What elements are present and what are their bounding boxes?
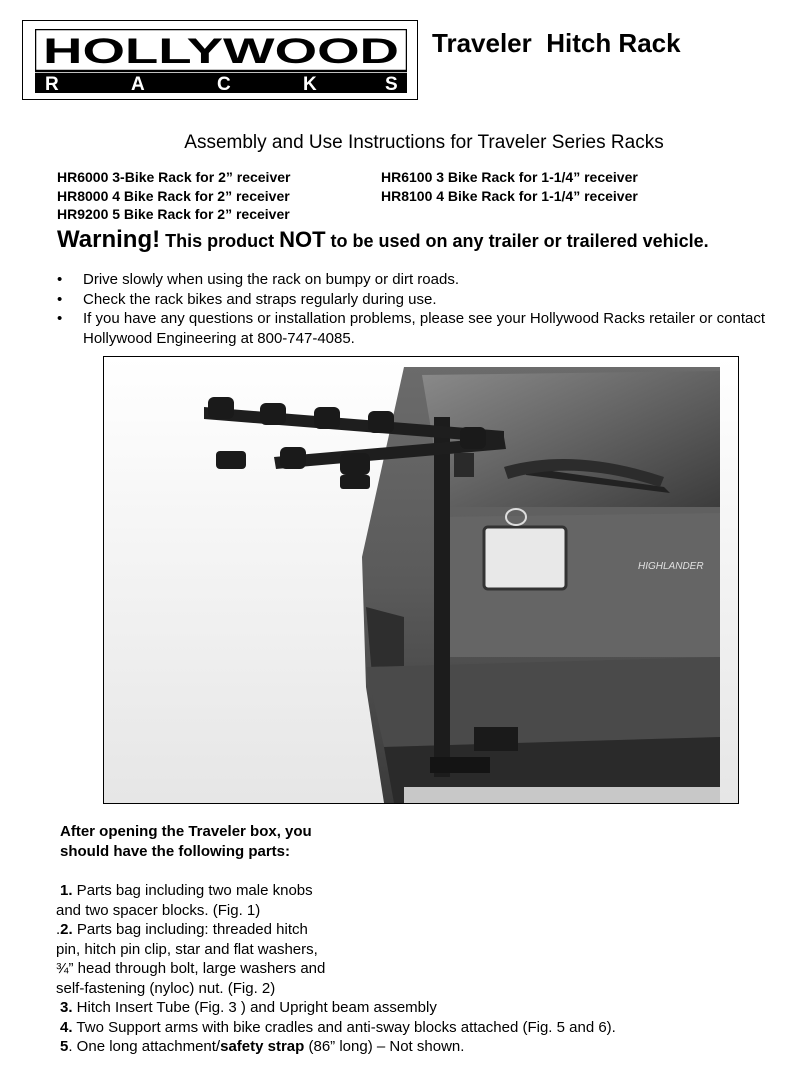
part-text: Hitch Insert Tube (Fig. 3 ) and Upright beam assembly (72, 999, 437, 1016)
instructions-subtitle: Assembly and Use Instructions for Traveler Series Racks (184, 132, 664, 153)
list-item (56, 920, 776, 940)
bullet-text: Drive slowly when using the rack on bumpy or dirt roads. (83, 271, 459, 288)
part-text: Parts bag including: threaded hitch (72, 921, 308, 938)
parts-list (56, 881, 776, 1057)
part-text-line: and two spacer blocks. (Fig. 1) (56, 901, 261, 919)
model-item: HR6100 3 Bike Rack for 1-1/4” receiver (381, 169, 638, 185)
parts-intro-line: should have the following parts: (60, 843, 291, 860)
logo-letter: C (217, 74, 231, 93)
list-item (56, 1018, 776, 1038)
rack-on-suv-illustration (104, 357, 738, 803)
parts-intro (60, 822, 312, 862)
list-item (56, 998, 776, 1018)
bullet-icon: • (57, 271, 63, 288)
model-list-2in (57, 168, 290, 224)
list-item (57, 309, 792, 348)
warning-not: NOT (279, 227, 326, 252)
logo-letter: S (385, 74, 398, 93)
safety-bullet-list (57, 270, 792, 348)
model-item: HR8000 4 Bike Rack for 2” receiver (57, 187, 290, 204)
list-item (57, 270, 792, 290)
parts-intro-text: box, you (245, 823, 312, 840)
part-text: . One long attachment/ (68, 1038, 221, 1055)
product-name: Traveler (188, 823, 246, 840)
parts-intro-text: After opening the (60, 823, 189, 840)
warning-banner (57, 226, 709, 254)
logo-letter: A (131, 74, 145, 93)
warning-text: This product (160, 231, 280, 251)
part-text-line: self-fastening (nyloc) nut. (Fig. 2) (56, 979, 276, 997)
parts-intro-line (60, 822, 312, 842)
bullet-text: Check the rack bikes and straps regularly during use. (83, 290, 437, 308)
part-text: Two Support arms with bike cradles and anti-sway blocks attached (Fig. 5 and 6). (72, 1018, 616, 1036)
part-text-line: pin, hitch pin clip, star and flat washers, (56, 940, 318, 958)
part-number: 4. (60, 1018, 73, 1036)
tailgate-badge: HIGHLANDER (638, 561, 704, 572)
list-item (56, 881, 776, 901)
bullet-text: If you have any questions or installation problems, please see your Hollywood Racks retailer or contact Hollywood Engineering at 800-747-4085. (83, 310, 766, 347)
warning-label: Warning! (57, 226, 161, 253)
bullet-icon: • (57, 290, 63, 308)
model-item: HR6000 3-Bike Rack for 2” receiver (57, 169, 291, 185)
part-text: Parts bag including two male knobs (72, 882, 313, 899)
model-list-114in (381, 168, 638, 205)
document-title: Traveler Hitch Rack (432, 28, 681, 58)
part-number: 1. (60, 882, 73, 899)
warning-text: to be used on any trailer or trailered vehicle. (325, 231, 709, 251)
model-item: HR8100 4 Bike Rack for 1-1/4” receiver (381, 187, 638, 204)
part-number: 5 (60, 1038, 69, 1055)
list-item (57, 290, 792, 310)
part-text-line: ¾” head through bolt, large washers and (56, 960, 326, 977)
bullet-icon: • (57, 310, 63, 327)
logo-letter: R (45, 74, 59, 93)
list-item (56, 1037, 776, 1057)
safety-strap-label: safety strap (220, 1038, 305, 1055)
logo-wordmark: HOLLYWOOD (43, 32, 399, 71)
part-prefix: . (56, 921, 61, 938)
part-number: 2. (60, 921, 73, 938)
model-item: HR9200 5 Bike Rack for 2” receiver (57, 206, 290, 222)
product-photo (103, 356, 739, 804)
logo-letter: K (303, 74, 317, 93)
part-text: (86” long) – Not shown. (304, 1038, 465, 1055)
hollywood-racks-logo (22, 20, 418, 100)
part-number: 3. (60, 999, 73, 1016)
